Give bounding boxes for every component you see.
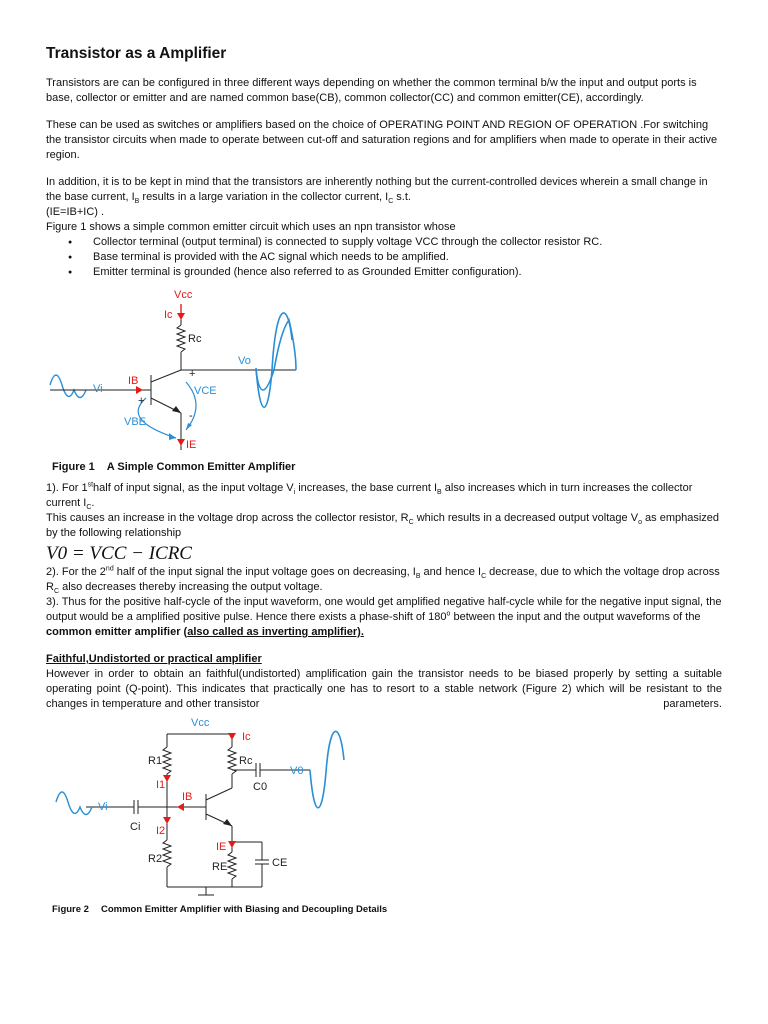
figure1-diagram bbox=[46, 280, 722, 475]
vcc-label: Vcc bbox=[174, 289, 193, 301]
vbe-plus: + bbox=[138, 395, 145, 407]
point1: 1). For 1sthalf of input signal, as the input voltage $V_i$ increases, the base current $I_B$ also increases which in turn increases the collector current $I_C$. bbox=[46, 481, 693, 512]
i1-label: I1 bbox=[156, 779, 166, 791]
rc-label: Rc bbox=[188, 333, 202, 345]
ic-label: Ic bbox=[242, 731, 251, 743]
figure2-diagram bbox=[46, 712, 722, 917]
vce-label: VCE bbox=[194, 385, 217, 397]
r2-label: R2 bbox=[148, 853, 163, 865]
point3: 3). Thus for the positive half-cycle of the input waveform, one would get amplified negative half-cycle while for the negative input signal, the output would be a amplified positive pulse. Hence there exists a phase-shift of 180$^o$ between the input and the output waveforms of the common emitter amplifier (also called as inverting amplifier). bbox=[46, 596, 722, 638]
equation: V0 = VCC − ICRC bbox=[46, 543, 192, 564]
paragraph-switches-amplifiers: These can be used as switches or amplifiers based on the choice of OPERATING POINT AND REGION OF OPERATION .For switching the transistor circuits when made to operate between cut-off and saturation regions and for amplifiers when made to operate in their active region. bbox=[46, 119, 718, 161]
re-label: RE bbox=[212, 861, 228, 873]
section-body: However in order to obtain an faithful(undistorted) amplification gain the transistor needs to be biased properly by setting a suitable operating point (Q-point). This indicates that practically one has to resort to a stable network (Figure 2) which will be resistant to the changes in temperature and other transistor bbox=[46, 668, 722, 710]
list-item: ● Collector terminal (output terminal) is connected to supply voltage VCC through the collector resistor RC. bbox=[46, 235, 722, 250]
r1-label: R1 bbox=[148, 755, 163, 767]
vo-label: V0 bbox=[290, 765, 304, 777]
list-item: ● Emitter terminal is grounded (hence also referred to as Grounded Emitter configuration). bbox=[46, 265, 722, 280]
figure1-caption: Figure 1 A Simple Common Emitter Amplifier bbox=[52, 461, 296, 473]
vce-plus: + bbox=[189, 368, 196, 380]
vbe-label: VBE bbox=[124, 416, 147, 428]
point1-continued: This causes an increase in the voltage drop across the collector resistor, $R_C$ which results in a decreased output voltage $V_o$ as emphasized by the following relationship bbox=[46, 512, 720, 539]
current-relation: (IE=IB+IC) . bbox=[46, 206, 105, 218]
figure1-circuit bbox=[46, 280, 722, 460]
c0-label: C0 bbox=[253, 781, 268, 793]
document-page bbox=[46, 44, 722, 917]
i2-label: I2 bbox=[156, 825, 166, 837]
paragraph-current-controlled: In addition, it is to be kept in mind that the transistors are inherently nothing but the current-controlled devices wherein a small change in the base current, $I_B$ results in a large variation in the collector current, $I_C$ s.t. bbox=[46, 176, 708, 206]
ci-label: Ci bbox=[130, 821, 141, 833]
page-title: Transistor as a Amplifier bbox=[46, 45, 227, 62]
paragraph-configurations: Transistors are can be configured in three different ways depending on whether the common terminal b/w the input and output ports is base, collector or emitter and are named common base(CB), common collector(CC) and common emitter(CE), accordingly. bbox=[46, 77, 697, 104]
terminal-list bbox=[46, 235, 722, 280]
ib-label: IB bbox=[182, 791, 193, 803]
figure2-circuit bbox=[46, 712, 722, 902]
vcc-label: Vcc bbox=[191, 717, 210, 729]
vi-label: Vi bbox=[93, 383, 103, 395]
figure1-intro: Figure 1 shows a simple common emitter circuit which uses an npn transistor whose bbox=[46, 221, 456, 233]
vi-label: Vi bbox=[98, 801, 108, 813]
figure2-caption: Figure 2 Common Emitter Amplifier with Biasing and Decoupling Details bbox=[52, 904, 388, 915]
ce-label: CE bbox=[272, 857, 288, 869]
section-title: Faithful,Undistorted or practical amplifier bbox=[46, 653, 262, 665]
vce-minus: - bbox=[189, 410, 193, 422]
vo-label: Vo bbox=[238, 355, 251, 367]
ie-label: IE bbox=[186, 439, 197, 451]
ie-label: IE bbox=[216, 841, 227, 853]
section-body-end: parameters. bbox=[663, 698, 722, 710]
rc-label: Rc bbox=[239, 755, 253, 767]
point2: 2). For the 2nd half of the input signal the input voltage goes on decreasing, $I_B$ and hence $I_C$ decrease, due to which the voltage drop across $R_C$ also decreases thereby increasing the output voltage. bbox=[46, 565, 720, 596]
ib-label: IB bbox=[128, 375, 139, 387]
list-item: ● Base terminal is provided with the AC signal which needs to be amplified. bbox=[46, 250, 722, 265]
ic-label: Ic bbox=[164, 309, 173, 321]
